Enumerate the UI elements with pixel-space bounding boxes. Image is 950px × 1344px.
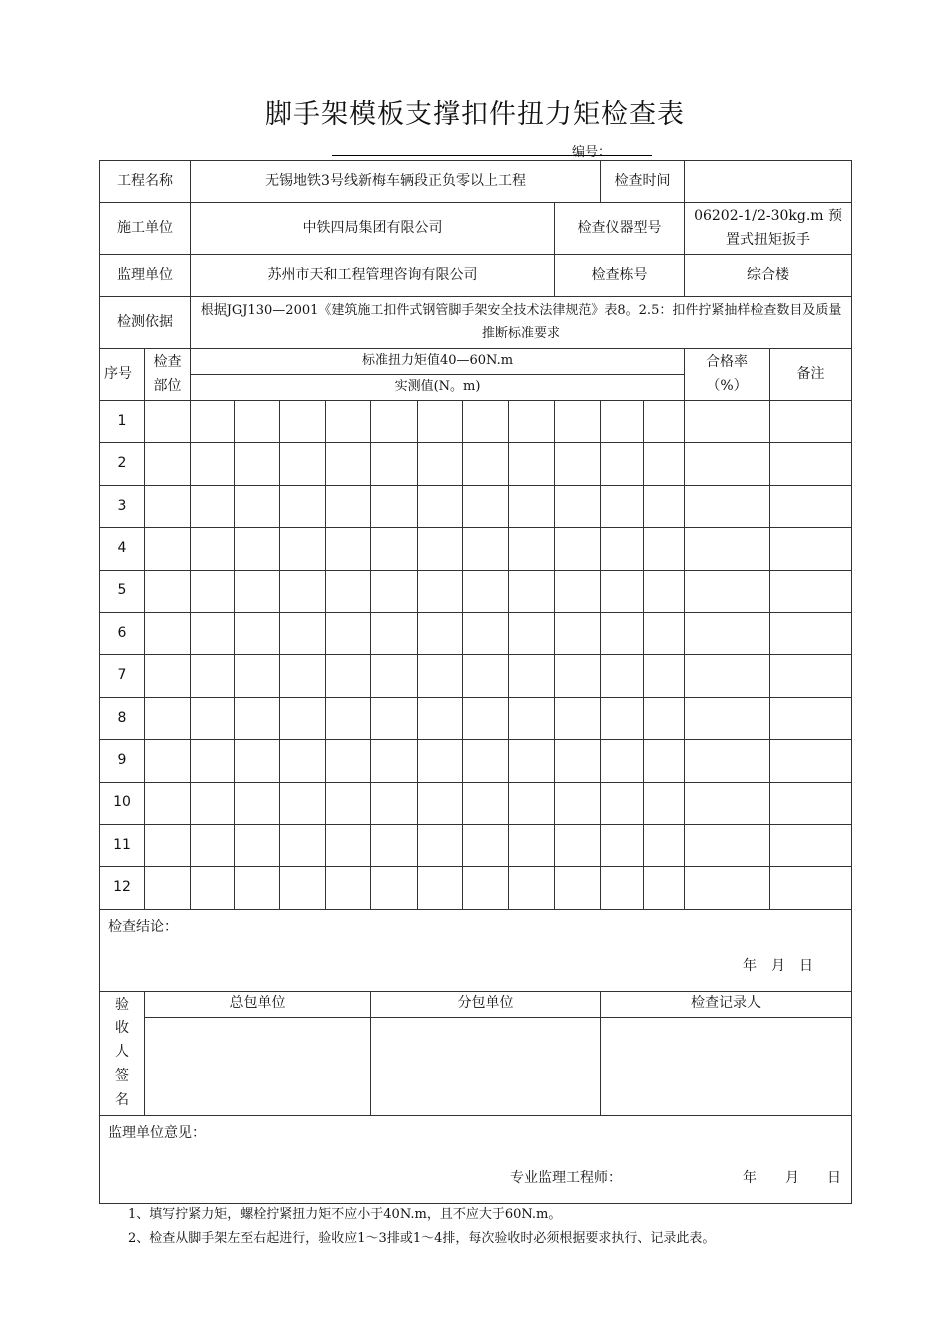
measured-value-cell[interactable]: [555, 443, 601, 485]
measured-value-cell[interactable]: [418, 485, 463, 527]
measured-value-cell[interactable]: [371, 867, 418, 909]
measured-value-cell[interactable]: [555, 740, 601, 782]
engineer-label: 专业监理工程师：: [510, 1169, 622, 1186]
row-number: 2: [100, 443, 145, 485]
inspection-part-cell[interactable]: [145, 867, 191, 909]
measured-value-cell[interactable]: [280, 782, 326, 824]
measured-value-cell[interactable]: [280, 655, 326, 697]
measured-value-cell[interactable]: [601, 401, 644, 443]
measured-value-cell[interactable]: [555, 528, 601, 570]
measured-value-cell[interactable]: [463, 867, 509, 909]
contractor-value[interactable]: 中铁四局集团有限公司: [191, 203, 555, 255]
building-label: 检查栋号: [555, 255, 685, 297]
remark-cell[interactable]: [770, 782, 852, 824]
measured-value-cell[interactable]: [418, 740, 463, 782]
measured-value-cell[interactable]: [418, 612, 463, 654]
measured-value-cell[interactable]: [191, 824, 235, 866]
form-title: 脚手架模板支撑扣件扭力矩检查表: [265, 99, 685, 130]
measured-value-cell[interactable]: [418, 655, 463, 697]
conclusion-cell[interactable]: [100, 909, 852, 991]
measured-value-cell[interactable]: [601, 612, 644, 654]
supervisor-opinion-cell[interactable]: [100, 1115, 852, 1203]
measured-value-cell[interactable]: [326, 401, 371, 443]
inspection-part-cell[interactable]: [145, 824, 191, 866]
project-name-label: 工程名称: [100, 161, 191, 203]
row-number: 4: [100, 528, 145, 570]
recorder-header: 检查记录人: [601, 991, 852, 1017]
measured-value-cell[interactable]: [601, 824, 644, 866]
row-number: 10: [100, 782, 145, 824]
inspection-part-cell[interactable]: [145, 740, 191, 782]
row-number: 11: [100, 824, 145, 866]
measured-value-cell[interactable]: [235, 485, 280, 527]
measured-value-cell[interactable]: [509, 867, 555, 909]
measured-value-cell[interactable]: [280, 824, 326, 866]
standard-torque-header: 标准扭力矩值40—60N.m: [191, 349, 685, 375]
measured-header: 实测值(N。m): [191, 375, 685, 401]
measured-value-cell[interactable]: [235, 782, 280, 824]
measured-value-cell[interactable]: [235, 401, 280, 443]
table-row: [100, 782, 852, 824]
measured-value-cell[interactable]: [555, 612, 601, 654]
pass-rate-cell[interactable]: [685, 528, 770, 570]
measured-value-cell[interactable]: [191, 570, 235, 612]
measured-value-cell[interactable]: [601, 867, 644, 909]
table-row: [100, 655, 852, 697]
measured-value-cell[interactable]: [601, 655, 644, 697]
conclusion-label: 检查结论：: [108, 918, 178, 935]
note-2: 2、检查从脚手架左至右起进行，验收应1～3排或1～4排，每次验收时必须根据要求执行、记录此表。: [128, 1231, 716, 1246]
project-name-value[interactable]: 无锡地铁3号线新梅车辆段正负零以上工程: [191, 161, 601, 203]
measured-value-cell[interactable]: [555, 697, 601, 739]
remark-cell[interactable]: [770, 570, 852, 612]
measured-value-cell[interactable]: [463, 612, 509, 654]
remark-cell[interactable]: [770, 824, 852, 866]
inspection-time-value[interactable]: [685, 161, 852, 203]
pass-rate-cell[interactable]: [685, 612, 770, 654]
measured-value-cell[interactable]: [418, 867, 463, 909]
measured-value-cell[interactable]: [280, 528, 326, 570]
measured-value-cell[interactable]: [326, 443, 371, 485]
measured-value-cell[interactable]: [191, 655, 235, 697]
measured-value-cell[interactable]: [235, 824, 280, 866]
measured-value-cell[interactable]: [326, 824, 371, 866]
measurement-rows: [100, 401, 852, 910]
remark-cell[interactable]: [770, 443, 852, 485]
table-row: [100, 443, 852, 485]
conclusion-date: 年 月 日: [743, 957, 814, 974]
pass-rate-cell[interactable]: [685, 655, 770, 697]
measured-value-cell[interactable]: [326, 528, 371, 570]
pass-rate-cell[interactable]: [685, 740, 770, 782]
measured-value-cell[interactable]: [280, 401, 326, 443]
measured-value-cell[interactable]: [191, 528, 235, 570]
measured-value-cell[interactable]: [280, 570, 326, 612]
acceptance-label-text: 验 收 人 签 名: [115, 996, 129, 1108]
measured-value-cell[interactable]: [191, 485, 235, 527]
remark-cell[interactable]: [770, 401, 852, 443]
remark-cell[interactable]: [770, 740, 852, 782]
row-number: 6: [100, 612, 145, 654]
recorder-signature[interactable]: [601, 1017, 852, 1115]
code-field[interactable]: [332, 141, 652, 160]
measured-value-cell[interactable]: [644, 824, 685, 866]
measured-value-cell[interactable]: [371, 485, 418, 527]
measured-value-cell[interactable]: [326, 485, 371, 527]
measured-value-cell[interactable]: [555, 401, 601, 443]
inspection-part-cell[interactable]: [145, 443, 191, 485]
main-contractor-signature[interactable]: [145, 1017, 371, 1115]
inspection-part-cell[interactable]: [145, 782, 191, 824]
measured-value-cell[interactable]: [418, 697, 463, 739]
sub-contractor-header: 分包单位: [371, 991, 601, 1017]
measured-value-cell[interactable]: [509, 570, 555, 612]
measured-value-cell[interactable]: [555, 782, 601, 824]
measured-value-cell[interactable]: [326, 570, 371, 612]
measured-value-cell[interactable]: [235, 528, 280, 570]
table-row: [100, 612, 852, 654]
row-number: 7: [100, 655, 145, 697]
measured-value-cell[interactable]: [235, 612, 280, 654]
measured-value-cell[interactable]: [463, 443, 509, 485]
measured-value-cell[interactable]: [555, 570, 601, 612]
row-number: 12: [100, 867, 145, 909]
measured-value-cell[interactable]: [644, 612, 685, 654]
measured-value-cell[interactable]: [418, 782, 463, 824]
measured-value-cell[interactable]: [326, 655, 371, 697]
measured-value-cell[interactable]: [326, 782, 371, 824]
measured-value-cell[interactable]: [280, 697, 326, 739]
measured-value-cell[interactable]: [463, 570, 509, 612]
measured-value-cell[interactable]: [509, 401, 555, 443]
measured-value-cell[interactable]: [644, 528, 685, 570]
row-number: 5: [100, 570, 145, 612]
measured-value-cell[interactable]: [235, 740, 280, 782]
measured-value-cell[interactable]: [371, 443, 418, 485]
remark-cell[interactable]: [770, 867, 852, 909]
table-row: [100, 528, 852, 570]
contractor-label: 施工单位: [100, 203, 191, 255]
measured-value-cell[interactable]: [555, 485, 601, 527]
pass-rate-cell[interactable]: [685, 570, 770, 612]
measured-value-cell[interactable]: [463, 697, 509, 739]
measured-value-cell[interactable]: [418, 570, 463, 612]
measured-value-cell[interactable]: [371, 655, 418, 697]
measured-value-cell[interactable]: [191, 697, 235, 739]
measured-value-cell[interactable]: [509, 485, 555, 527]
measured-value-cell[interactable]: [463, 485, 509, 527]
row-number: 8: [100, 697, 145, 739]
measured-value-cell[interactable]: [280, 612, 326, 654]
measured-value-cell[interactable]: [555, 655, 601, 697]
measured-value-cell[interactable]: [463, 740, 509, 782]
measured-value-cell[interactable]: [280, 443, 326, 485]
pass-rate-cell[interactable]: [685, 485, 770, 527]
measured-value-cell[interactable]: [371, 782, 418, 824]
table-row: [100, 401, 852, 443]
pass-rate-cell[interactable]: [685, 782, 770, 824]
acceptance-signature-label: [100, 991, 145, 1115]
note-1: 1、填写拧紧力矩，螺栓拧紧扭力矩不应小于40N.m，且不应大于60N.m。: [128, 1207, 562, 1222]
measured-value-cell[interactable]: [191, 401, 235, 443]
inspection-part-cell[interactable]: [145, 655, 191, 697]
measured-value-cell[interactable]: [418, 528, 463, 570]
measured-value-cell[interactable]: [326, 867, 371, 909]
measured-value-cell[interactable]: [644, 740, 685, 782]
measured-value-cell[interactable]: [601, 740, 644, 782]
measured-value-cell[interactable]: [463, 782, 509, 824]
measured-value-cell[interactable]: [463, 401, 509, 443]
measured-value-cell[interactable]: [371, 570, 418, 612]
main-contractor-header: 总包单位: [145, 991, 371, 1017]
inspection-time-label: 检查时间: [601, 161, 685, 203]
measured-value-cell[interactable]: [601, 485, 644, 527]
remark-cell[interactable]: [770, 655, 852, 697]
measured-value-cell[interactable]: [235, 443, 280, 485]
measured-value-cell[interactable]: [555, 824, 601, 866]
measured-value-cell[interactable]: [509, 655, 555, 697]
remark-cell[interactable]: [770, 612, 852, 654]
measured-value-cell[interactable]: [463, 824, 509, 866]
supervisor-label: 监理单位: [100, 255, 191, 297]
table-row: [100, 867, 852, 909]
measured-value-cell[interactable]: [191, 612, 235, 654]
table-row: [100, 824, 852, 866]
remark-header: 备注: [770, 349, 852, 401]
measured-value-cell[interactable]: [371, 401, 418, 443]
remark-cell[interactable]: [770, 528, 852, 570]
measured-value-cell[interactable]: [235, 697, 280, 739]
inspection-part-cell[interactable]: [145, 485, 191, 527]
measured-value-cell[interactable]: [644, 401, 685, 443]
notes: [128, 1203, 715, 1251]
supervisor-value[interactable]: 苏州市天和工程管理咨询有限公司: [191, 255, 555, 297]
measured-value-cell[interactable]: [326, 697, 371, 739]
measured-value-cell[interactable]: [463, 655, 509, 697]
measured-value-cell[interactable]: [644, 570, 685, 612]
measured-value-cell[interactable]: [371, 697, 418, 739]
inspection-part-cell[interactable]: [145, 528, 191, 570]
measured-value-cell[interactable]: [326, 740, 371, 782]
measured-value-cell[interactable]: [326, 612, 371, 654]
measured-value-cell[interactable]: [601, 570, 644, 612]
instrument-label: 检查仪器型号: [555, 203, 685, 255]
measured-value-cell[interactable]: [280, 867, 326, 909]
measured-value-cell[interactable]: [371, 612, 418, 654]
measured-value-cell[interactable]: [644, 697, 685, 739]
pass-rate-header: 合格率（%）: [685, 349, 770, 401]
measured-value-cell[interactable]: [418, 443, 463, 485]
measured-value-cell[interactable]: [509, 443, 555, 485]
measured-value-cell[interactable]: [509, 528, 555, 570]
instrument-value[interactable]: 06202-1/2-30kg.m 预置式扭矩扳手: [685, 203, 852, 255]
table-row: [100, 485, 852, 527]
measured-value-cell[interactable]: [235, 655, 280, 697]
remark-cell[interactable]: [770, 697, 852, 739]
measured-value-cell[interactable]: [644, 443, 685, 485]
pass-rate-cell[interactable]: [685, 867, 770, 909]
measured-value-cell[interactable]: [418, 401, 463, 443]
basis-label: 检测依据: [100, 297, 191, 349]
pass-rate-cell[interactable]: [685, 824, 770, 866]
measured-value-cell[interactable]: [191, 740, 235, 782]
remark-cell[interactable]: [770, 485, 852, 527]
measured-value-cell[interactable]: [371, 528, 418, 570]
measured-value-cell[interactable]: [509, 697, 555, 739]
measured-value-cell[interactable]: [601, 782, 644, 824]
seq-header: 序号: [100, 349, 145, 401]
measured-value-cell[interactable]: [191, 782, 235, 824]
pass-rate-cell[interactable]: [685, 401, 770, 443]
measured-value-cell[interactable]: [644, 485, 685, 527]
measured-value-cell[interactable]: [280, 740, 326, 782]
row-number: 9: [100, 740, 145, 782]
measured-value-cell[interactable]: [191, 867, 235, 909]
table-row: [100, 570, 852, 612]
measured-value-cell[interactable]: [509, 782, 555, 824]
measured-value-cell[interactable]: [191, 443, 235, 485]
pass-rate-cell[interactable]: [685, 443, 770, 485]
measured-value-cell[interactable]: [371, 740, 418, 782]
measured-value-cell[interactable]: [555, 867, 601, 909]
basis-value: 根据JGJ130—2001《建筑施工扣件式钢管脚手架安全技术法律规范》表8。2.5：扣件拧紧抽样检查数目及质量推断标准要求: [191, 297, 852, 349]
sub-contractor-signature[interactable]: [371, 1017, 601, 1115]
measured-value-cell[interactable]: [235, 570, 280, 612]
table-row: [100, 697, 852, 739]
inspection-part-cell[interactable]: [145, 401, 191, 443]
building-value[interactable]: 综合楼: [685, 255, 852, 297]
inspection-table: [99, 160, 852, 1204]
measured-value-cell[interactable]: [280, 485, 326, 527]
measured-value-cell[interactable]: [601, 697, 644, 739]
measured-value-cell[interactable]: [601, 528, 644, 570]
measured-value-cell[interactable]: [509, 740, 555, 782]
opinion-label: 监理单位意见：: [108, 1124, 206, 1141]
measured-value-cell[interactable]: [463, 528, 509, 570]
table-row: [100, 740, 852, 782]
measured-value-cell[interactable]: [644, 655, 685, 697]
inspection-part-cell[interactable]: [145, 570, 191, 612]
part-header: 检查部位: [145, 349, 191, 401]
measured-value-cell[interactable]: [418, 824, 463, 866]
code-label: 编号：: [572, 145, 612, 160]
inspection-part-cell[interactable]: [145, 612, 191, 654]
measured-value-cell[interactable]: [601, 443, 644, 485]
measured-value-cell[interactable]: [235, 867, 280, 909]
opinion-date: 年 月 日: [743, 1169, 842, 1186]
measured-value-cell[interactable]: [509, 824, 555, 866]
measured-value-cell[interactable]: [371, 824, 418, 866]
measured-value-cell[interactable]: [644, 867, 685, 909]
measured-value-cell[interactable]: [509, 612, 555, 654]
row-number: 1: [100, 401, 145, 443]
measured-value-cell[interactable]: [644, 782, 685, 824]
pass-rate-cell[interactable]: [685, 697, 770, 739]
inspection-part-cell[interactable]: [145, 697, 191, 739]
row-number: 3: [100, 485, 145, 527]
